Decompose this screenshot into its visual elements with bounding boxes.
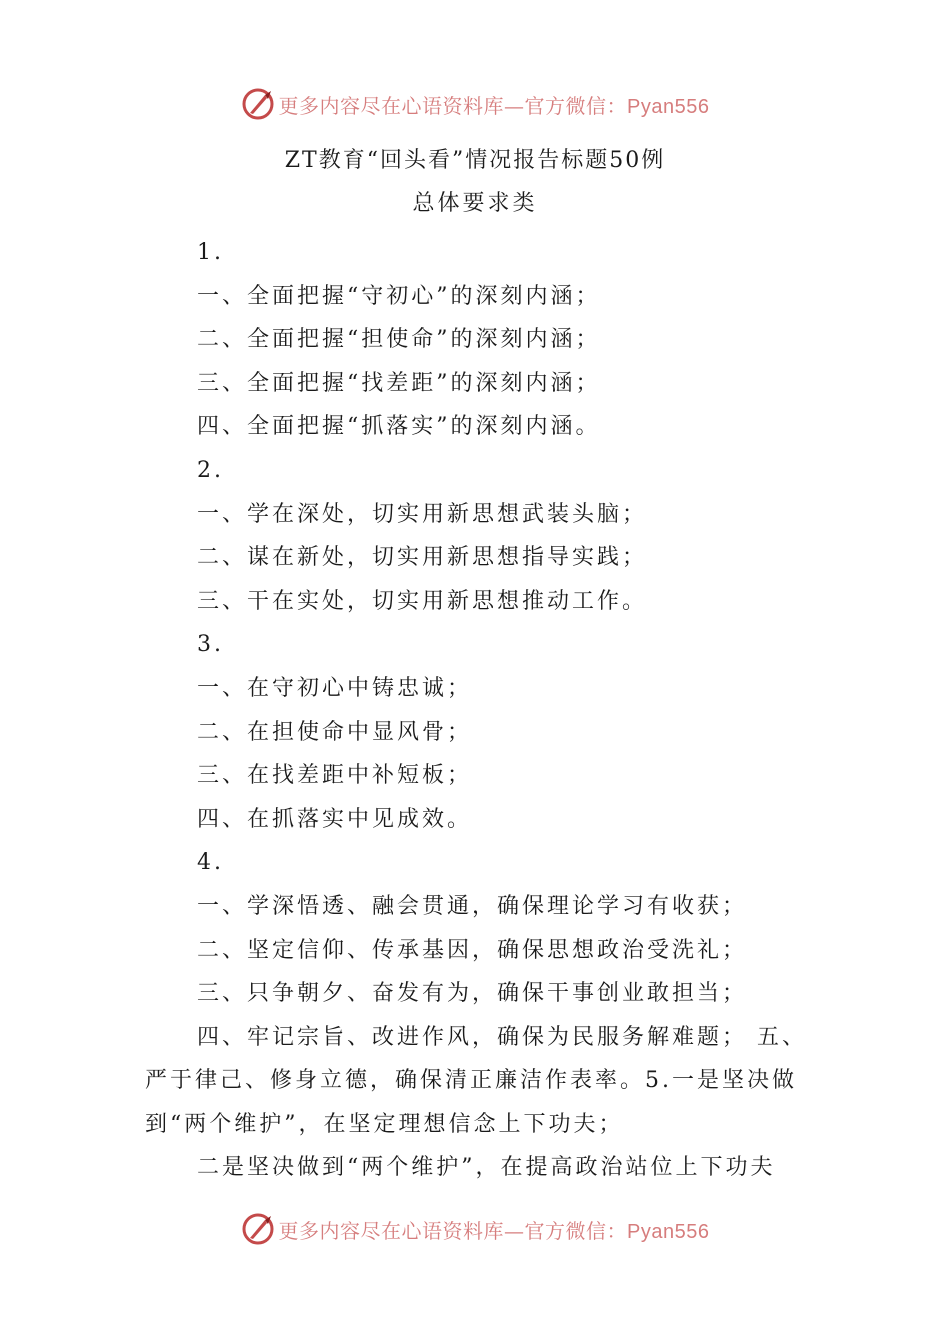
body-line: 三、干在实处，切实用新思想推动工作。 (197, 588, 648, 614)
section-number: 3. (197, 632, 224, 658)
section-number: 4. (197, 850, 224, 876)
body-line: 四、牢记宗旨、改进作风，确保为民服务解难题； 五、 (197, 1024, 807, 1050)
body-line: 三、全面把握“找差距”的深刻内涵； (197, 370, 601, 396)
body-line: 四、全面把握“抓落实”的深刻内涵。 (197, 414, 601, 440)
body-line: 严于律己、修身立德，确保清正廉洁作表率。5.一是坚决做 (145, 1068, 797, 1094)
body-line: 一、全面把握“守初心”的深刻内涵； (197, 283, 601, 309)
body-line: 二、全面把握“担使命”的深刻内涵； (197, 327, 601, 353)
section-number: 2. (197, 457, 224, 483)
body-line: 一、在守初心中铸忠诚； (197, 675, 473, 701)
body-line: 二是坚决做到“两个维护”，在提高政治站位上下功夫 (197, 1155, 776, 1181)
section-number: 1. (197, 240, 224, 265)
watermark-text: 更多内容尽在心语资料库—官方微信：Pyan556 (278, 1218, 710, 1243)
watermark-banner-bottom (0, 1209, 950, 1249)
quill-logo-icon (241, 1212, 275, 1246)
body-line: 三、只争朝夕、奋发有为，确保干事创业敢担当； (197, 981, 748, 1007)
body-line: 到“两个维护”，在坚定理想信念上下功夫； (145, 1111, 624, 1137)
body-line: 一、学在深处，切实用新思想武装头脑； (197, 501, 648, 527)
wechat-id: Pyan556 (627, 95, 710, 118)
document-subtitle: 总体要求类 (412, 191, 538, 216)
body-line: 四、在抓落实中见成效。 (197, 806, 473, 832)
watermark-text: 更多内容尽在心语资料库—官方微信：Pyan556 (278, 93, 710, 118)
body-line: 三、在找差距中补短板； (197, 763, 473, 789)
body-line: 二、谋在新处，切实用新思想指导实践； (197, 545, 648, 571)
body-line: 二、坚定信仰、传承基因，确保思想政治受洗礼； (197, 937, 748, 963)
body-line: 一、学深悟透、融会贯通，确保理论学习有收获； (197, 893, 748, 919)
document-body (145, 231, 815, 1190)
body-line: 二、在担使命中显风骨； (197, 719, 473, 745)
watermark-banner-top (0, 84, 950, 124)
quill-logo-icon (241, 87, 275, 121)
document-title: ZT教育“回头看”情况报告标题50例 (284, 148, 666, 173)
wechat-id: Pyan556 (627, 1220, 710, 1243)
